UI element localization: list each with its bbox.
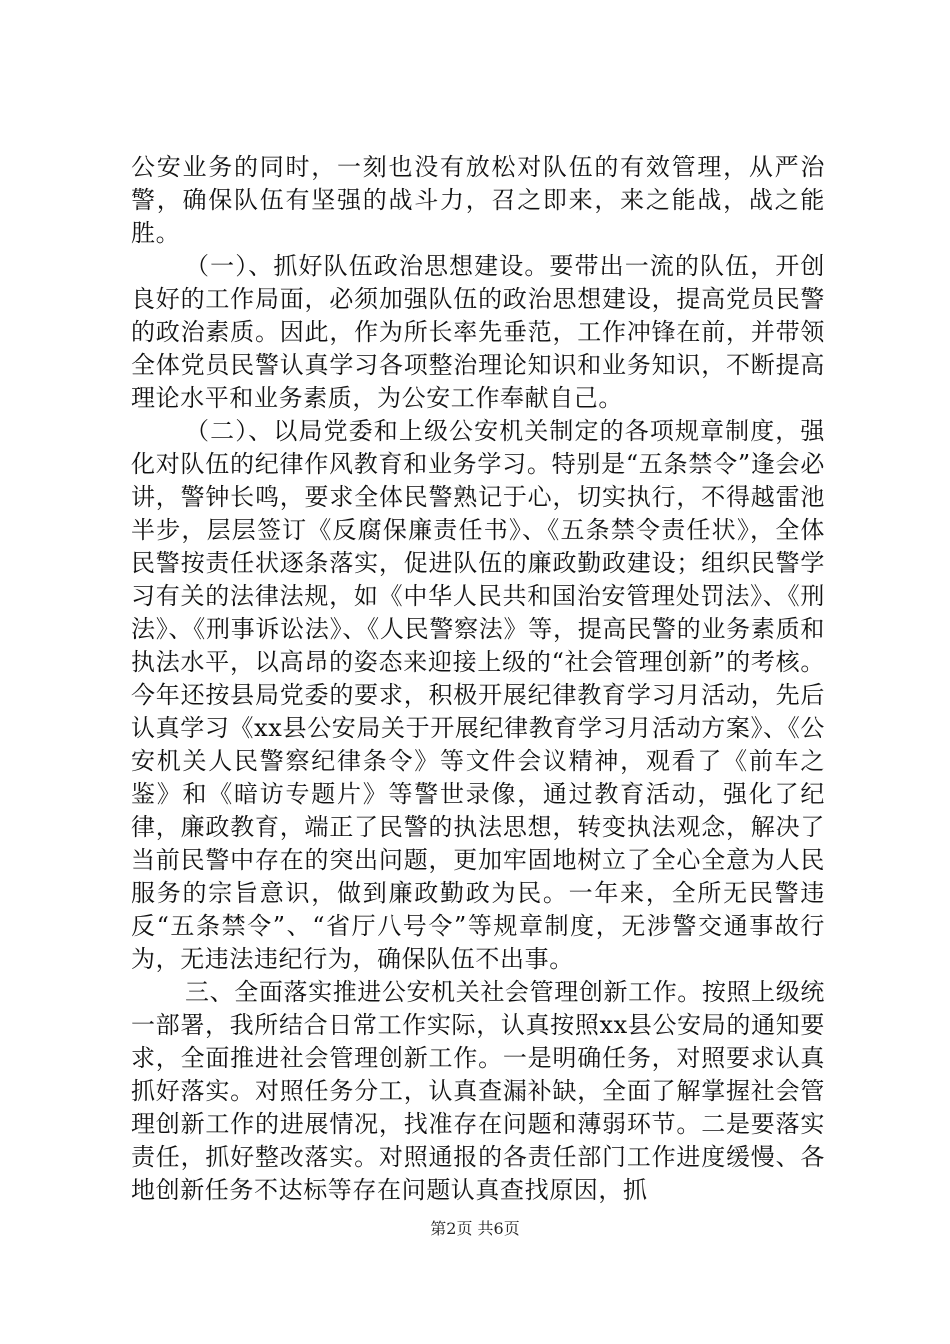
paragraph-2: （一）、抓好队伍政治思想建设。要带出一流的队伍，开创良好的工作局面，必须加强队伍的政治思想建设，提高党员民警的政治素质。因此，作为所长率先垂范，工作冲锋在前，并带领全体党员民警认真学习各项整治理论知识和业务知识，不断提高理论水平和业务素质，为公安工作奉献自己。 [131,252,825,412]
paragraph-3: （二）、以局党委和上级公安机关制定的各项规章制度，强化对队伍的纪律作风教育和业务学习。特别是“五条禁令”逢会必讲，警钟长鸣，要求全体民警熟记于心，切实执行，不得越雷池半步，层层签订《反腐保廉责任书》、《五条禁令责任状》，全体民警按责任状逐条落实，促进队伍的廉政勤政建设；组织民警学习有关的法律法规，如《中华人民共和国治安管理处罚法》、《刑法》、《刑事诉讼法》、《人民警察法》等，提高民警的业务素质和执法水平，以高昂的姿态来迎接上级的“社会管理创新”的考核。今年还按县局党委的要求，积极开展纪律教育学习月活动，先后认真学习《xx县公安局关于开展纪律教育学习月活动方案》、《公安机关人民警察纪律条令》等文件会议精神，观看了《前车之鉴》和《暗访专题片》等警世录像，通过教育活动，强化了纪律，廉政教育，端正了民警的执法思想，转变执法观念，解决了当前民警中存在的突出问题，更加牢固地树立了全心全意为人民服务的宗旨意识，做到廉政勤政为民。一年来，全所无民警违反“五条禁令”、“省厅八号令”等规章制度，无涉警交通事故行为，无违法违纪行为，确保队伍不出事。 [131,417,825,973]
document-body [131,151,825,1207]
page-number-footer: 第2页 共6页 [430,1219,520,1238]
paragraph-1: 公安业务的同时，一刻也没有放松对队伍的有效管理，从严治警，确保队伍有坚强的战斗力，召之即来，来之能战，战之能胜。 [131,153,825,247]
paragraph-4: 三、全面落实推进公安机关社会管理创新工作。按照上级统一部署，我所结合日常工作实际，认真按照xx县公安局的通知要求，全面推进社会管理创新工作。一是明确任务，对照要求认真抓好落实。对照任务分工，认真查漏补缺，全面了解掌握社会管理创新工作的进展情况，找准存在问题和薄弱环节。二是要落实责任，抓好整改落实。对照通报的各责任部门工作进度缓慢、各地创新任务不达标等存在问题认真查找原因，抓 [131,978,825,1204]
